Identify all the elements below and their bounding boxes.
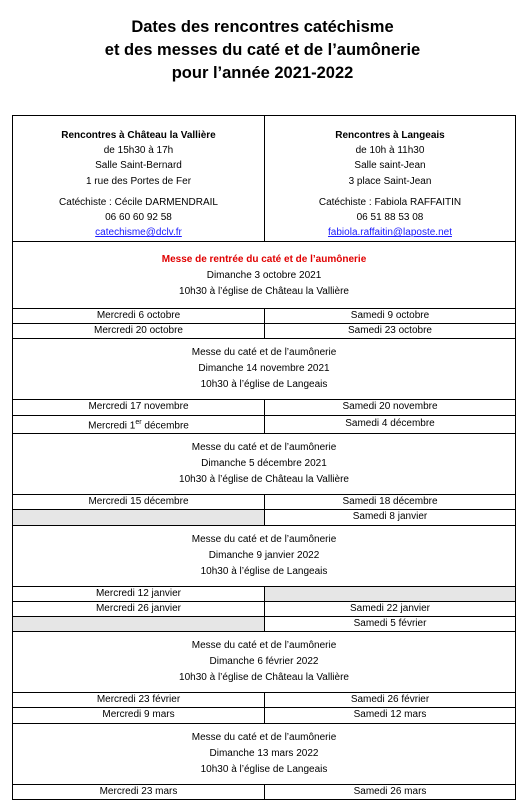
table-row bbox=[13, 601, 516, 616]
mass-date: Dimanche 6 février 2022 bbox=[209, 656, 319, 668]
info-langeais-email-link[interactable]: fabiola.raffaitin@laposte.net bbox=[328, 227, 452, 239]
info-langeais-time: de 10h à 11h30 bbox=[355, 145, 425, 157]
wednesday-cell: Mercredi 23 février bbox=[13, 693, 265, 708]
mass-row bbox=[13, 632, 516, 693]
info-langeais-address: 3 place Saint-Jean bbox=[348, 175, 432, 187]
info-langeais-cell bbox=[265, 116, 516, 242]
mass-cell-rentree bbox=[13, 242, 516, 309]
info-row bbox=[13, 116, 516, 242]
title-line-3: pour l’année 2021-2022 bbox=[171, 64, 354, 82]
wednesday-cell bbox=[13, 415, 265, 434]
mass-date: Dimanche 3 octobre 2021 bbox=[206, 270, 322, 281]
saturday-cell: Samedi 5 février bbox=[265, 616, 516, 631]
title-line-1: Dates des rencontres catéchisme bbox=[131, 18, 394, 36]
date-text: décembre bbox=[141, 419, 189, 431]
info-chateau-time: de 15h30 à 17h bbox=[103, 145, 174, 157]
info-langeais-heading: Rencontres à Langeais bbox=[335, 130, 445, 141]
schedule-table bbox=[12, 115, 516, 800]
table-row bbox=[13, 616, 516, 631]
wednesday-cell: Mercredi 26 janvier bbox=[13, 601, 265, 616]
table-row bbox=[13, 324, 516, 339]
saturday-cell: Samedi 8 janvier bbox=[265, 510, 516, 525]
saturday-cell: Samedi 26 mars bbox=[265, 784, 516, 799]
mass-title: Messe du caté et de l’aumônerie bbox=[191, 640, 337, 652]
wednesday-cell: Mercredi 17 novembre bbox=[13, 400, 265, 415]
mass-title: Messe du caté et de l’aumônerie bbox=[191, 731, 337, 743]
title-line-2: et des messes du caté et de l’aumônerie bbox=[104, 41, 421, 59]
info-chateau-contact: Catéchiste : Cécile DARMENDRAIL bbox=[59, 196, 218, 208]
mass-place: 10h30 à l’église de Langeais bbox=[200, 565, 328, 577]
info-chateau-address: 1 rue des Portes de Fer bbox=[85, 175, 192, 187]
info-chateau-cell bbox=[13, 116, 265, 242]
table-row bbox=[13, 586, 516, 601]
ordinal-suffix: er bbox=[135, 418, 142, 426]
mass-title: Messe du caté et de l’aumônerie bbox=[191, 533, 337, 545]
mass-row bbox=[13, 525, 516, 586]
mass-place: 10h30 à l’église de Château la Vallière bbox=[179, 286, 349, 297]
mass-cell bbox=[13, 723, 516, 784]
mass-row bbox=[13, 723, 516, 784]
mass-title: Messe du caté et de l’aumônerie bbox=[191, 347, 337, 359]
info-langeais-place: Salle saint-Jean bbox=[354, 160, 426, 172]
mass-row bbox=[13, 339, 516, 400]
info-chateau-heading: Rencontres à Château la Vallière bbox=[61, 130, 216, 141]
mass-cell bbox=[13, 434, 516, 495]
saturday-cell: Samedi 4 décembre bbox=[265, 415, 516, 434]
table-row bbox=[13, 309, 516, 324]
date-text: Mercredi 1 bbox=[88, 419, 136, 431]
info-chateau-email-link[interactable]: catechisme@dclv.fr bbox=[95, 227, 182, 239]
table-row bbox=[13, 708, 516, 723]
wednesday-cell: Mercredi 9 mars bbox=[13, 708, 265, 723]
mass-place: 10h30 à l’église de Château la Vallière bbox=[179, 672, 349, 684]
mass-row bbox=[13, 434, 516, 495]
mass-row bbox=[13, 242, 516, 309]
saturday-cell: Samedi 9 octobre bbox=[265, 309, 516, 324]
empty-cell bbox=[13, 616, 265, 631]
mass-place: 10h30 à l’église de Langeais bbox=[200, 379, 328, 391]
mass-cell bbox=[13, 632, 516, 693]
mass-title: Messe du caté et de l’aumônerie bbox=[191, 442, 337, 454]
mass-date: Dimanche 5 décembre 2021 bbox=[201, 458, 327, 470]
saturday-cell: Samedi 12 mars bbox=[265, 708, 516, 723]
saturday-cell: Samedi 22 janvier bbox=[265, 601, 516, 616]
table-row bbox=[13, 693, 516, 708]
wednesday-cell: Mercredi 15 décembre bbox=[13, 495, 265, 510]
mass-date: Dimanche 13 mars 2022 bbox=[209, 747, 319, 759]
table-row bbox=[13, 510, 516, 525]
empty-cell bbox=[13, 510, 265, 525]
mass-place: 10h30 à l’église de Château la Vallière bbox=[179, 474, 349, 486]
mass-cell bbox=[13, 525, 516, 586]
empty-cell bbox=[265, 586, 516, 601]
saturday-cell: Samedi 26 février bbox=[265, 693, 516, 708]
mass-cell bbox=[13, 339, 516, 400]
mass-title: Messe de rentrée du caté et de l’aumônerie bbox=[161, 254, 367, 265]
mass-date: Dimanche 14 novembre 2021 bbox=[198, 363, 330, 375]
info-chateau-phone: 06 60 60 92 58 bbox=[105, 212, 172, 224]
mass-place: 10h30 à l’église de Langeais bbox=[200, 763, 328, 775]
mass-date: Dimanche 9 janvier 2022 bbox=[208, 549, 320, 561]
wednesday-cell: Mercredi 12 janvier bbox=[13, 586, 265, 601]
table-row bbox=[13, 415, 516, 434]
table-row bbox=[13, 495, 516, 510]
wednesday-cell: Mercredi 23 mars bbox=[13, 784, 265, 799]
saturday-cell: Samedi 18 décembre bbox=[265, 495, 516, 510]
info-langeais-phone: 06 51 88 53 08 bbox=[356, 212, 424, 224]
info-langeais-contact: Catéchiste : Fabiola RAFFAITIN bbox=[318, 196, 462, 208]
table-row bbox=[13, 784, 516, 799]
wednesday-cell: Mercredi 6 octobre bbox=[13, 309, 265, 324]
table-row bbox=[13, 400, 516, 415]
saturday-cell: Samedi 20 novembre bbox=[265, 400, 516, 415]
saturday-cell: Samedi 23 octobre bbox=[265, 324, 516, 339]
wednesday-cell: Mercredi 20 octobre bbox=[13, 324, 265, 339]
info-chateau-place: Salle Saint-Bernard bbox=[95, 160, 182, 172]
